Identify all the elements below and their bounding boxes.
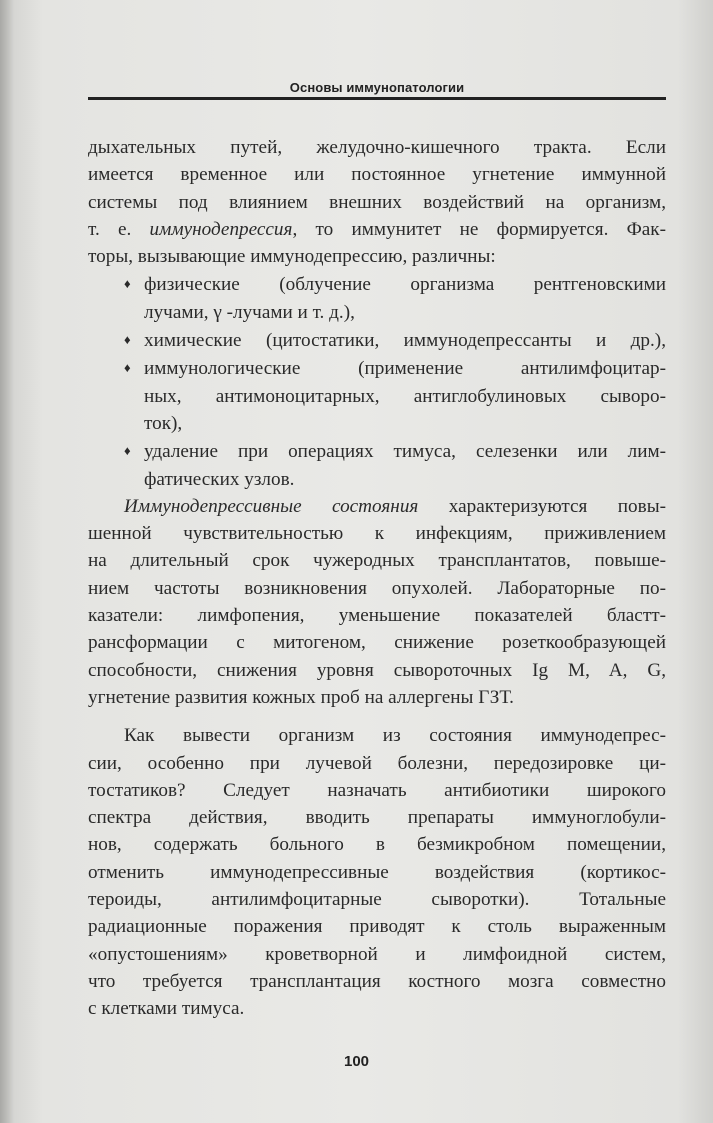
text-line: угнетение развития кожных проб на аллергены ГЗТ. (88, 686, 514, 708)
spine-shadow (0, 0, 14, 1123)
bullet-text: иммунологические (применение антилимфоцитар- (144, 358, 666, 380)
text-line: имеется временное или постоянное угнетение иммунной (88, 164, 666, 186)
paragraph-gap (88, 711, 666, 722)
text-line: способности, снижения уровня сывороточных Ig M, A, G, (88, 659, 666, 681)
bullet-text: химические (цитостатики, иммунодепрессанты и др.), (144, 330, 666, 352)
bullet-item-chemical (88, 326, 666, 354)
text-line: фатических узлов. (144, 468, 295, 490)
bullet-diamond-icon: ♦ (124, 443, 131, 459)
text-line (88, 216, 666, 243)
text-fragment: , то иммунитет не формируется. Фак- (292, 218, 666, 240)
text-line: лучами, γ -лучами и т. д.), (144, 301, 355, 323)
text-line: «опустошениям» кроветворной и лимфоидной систем, (88, 943, 666, 965)
term-immunodeficient-states: Иммунодепрессивные состояния (124, 495, 419, 517)
text-line: радиационные поражения приводят к столь выраженным (88, 916, 666, 938)
term-immunodepression: иммунодепрессия (149, 218, 293, 240)
bullet-item-physical (88, 270, 666, 298)
text-line: с клетками тимуса. (88, 998, 245, 1020)
text-line: шенной чувствительностью к инфекциям, приживлением (88, 523, 666, 545)
text-line: нием частоты возникновения опухолей. Лабораторные по- (88, 577, 666, 599)
bullet-diamond-icon: ♦ (124, 332, 131, 348)
text-fragment: т. е. (88, 218, 150, 240)
text-fragment: характеризуются повы- (418, 495, 666, 517)
text-line: на длительный срок чужеродных трансплантатов, повыше- (88, 550, 666, 572)
page-number: 100 (343, 1053, 370, 1070)
text-line: сии, особенно при лучевой болезни, передозировке ци- (88, 752, 666, 774)
text-line: системы под влиянием внешних воздействий на организм, (88, 191, 666, 213)
bullet-item-surgical (88, 437, 666, 465)
bullet-text: удаление при операциях тимуса, селезенки или лим- (144, 441, 666, 463)
bullet-text: физические (облучение организма рентгеновскими (144, 274, 666, 296)
text-line: тероиды, антилимфоцитарные сыворотки). Тотальные (88, 889, 666, 911)
text-line: тостатиков? Следует назначать антибиотики широкого (88, 779, 666, 801)
text-line: Как вывести организм из состояния иммунодепрес- (124, 725, 666, 747)
text-line (88, 493, 666, 520)
text-line: нов, содержать больного в безмикробном помещении, (88, 834, 666, 856)
text-line: спектра действия, вводить препараты иммуноглобули- (88, 807, 666, 829)
text-line: что требуется трансплантация костного мозга совместно (88, 970, 666, 992)
text-line: дыхательных путей, желудочно-кишечного тракта. Если (88, 137, 666, 158)
text-line: казатели: лимфопения, уменьшение показателей бластт- (88, 605, 666, 627)
text-line: отменить иммунодепрессивные воздействия (кортикос- (88, 861, 666, 883)
bullet-diamond-icon: ♦ (124, 360, 131, 376)
body-text (88, 134, 666, 1023)
text-line: торы, вызывающие иммунодепрессию, различны: (88, 246, 496, 268)
header-rule (88, 97, 666, 100)
bullet-item-immunological (88, 354, 666, 382)
running-header: Основы иммунопатологии (289, 80, 465, 95)
bullet-diamond-icon: ♦ (124, 276, 131, 292)
text-line: рансформации с митогеном, снижение розеткообразующей (88, 632, 666, 654)
text-line: ных, антимоноцитарных, антиглобулиновых сыворо- (144, 385, 666, 407)
text-line: ток), (144, 412, 183, 434)
